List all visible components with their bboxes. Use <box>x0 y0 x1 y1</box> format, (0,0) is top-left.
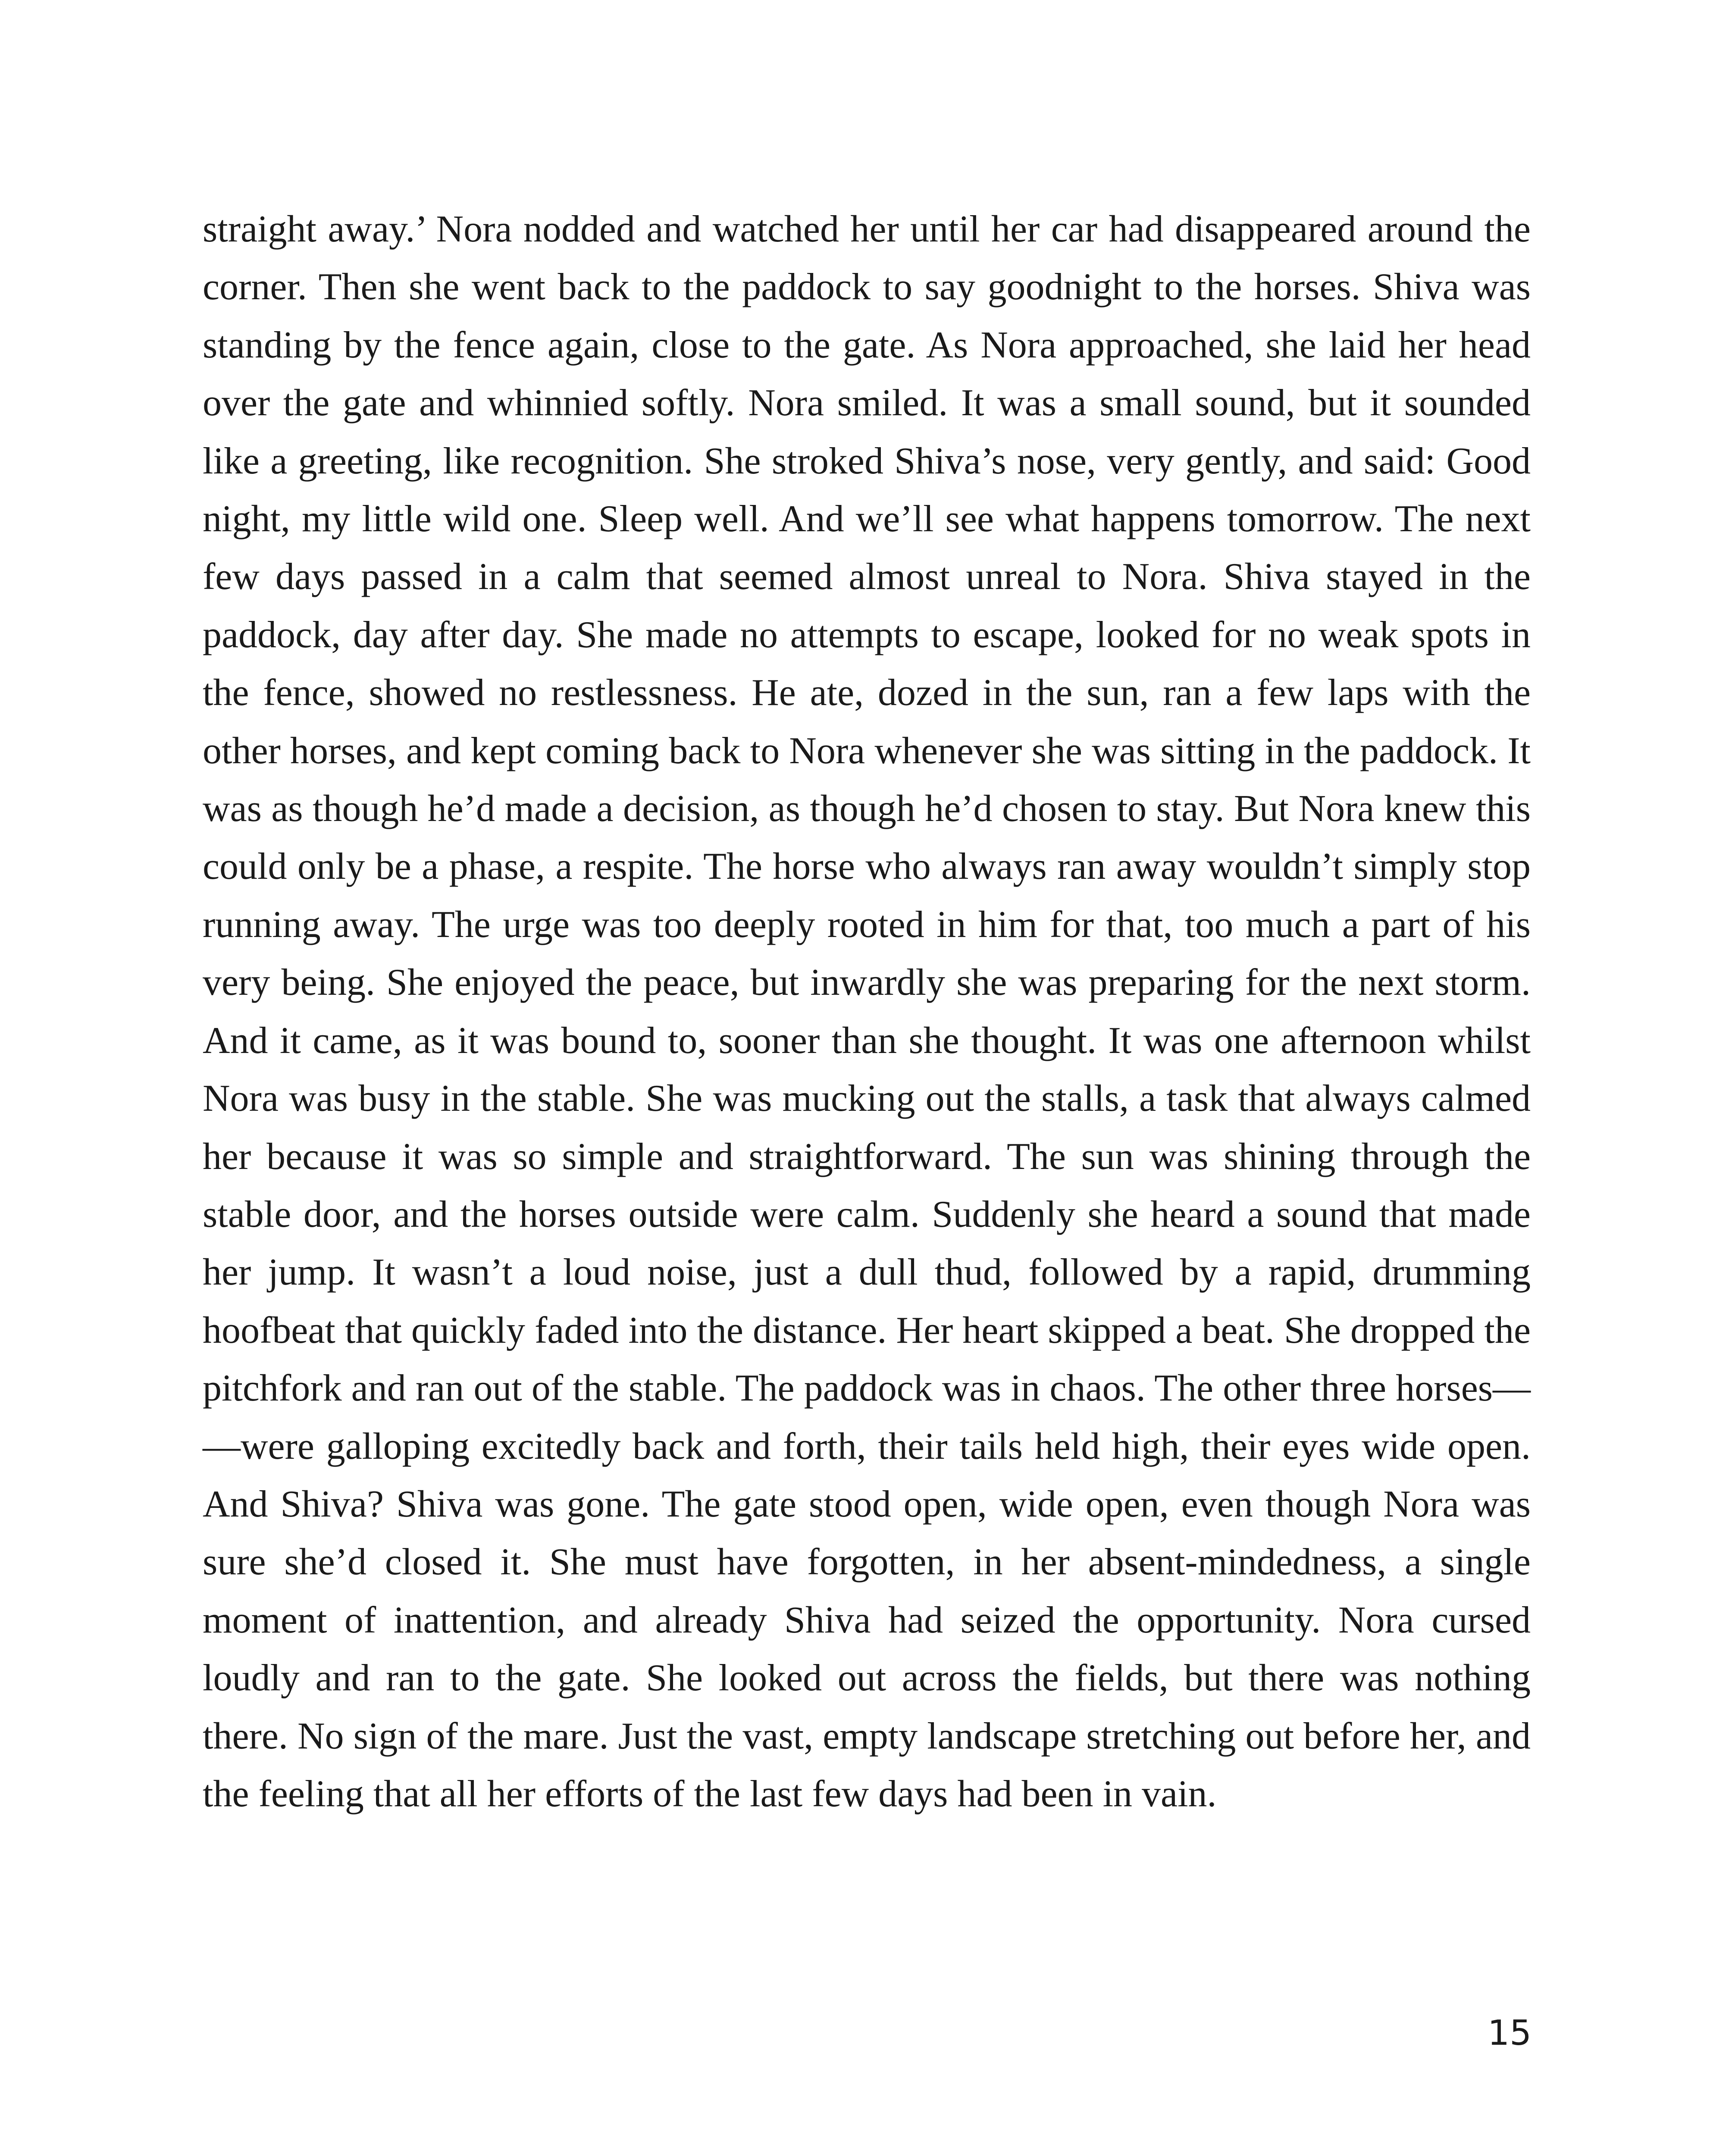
body-paragraph: straight away.’ Nora nodded and watched her until her car had disappeared around the corner. Then she went back to the paddock to say goodnight to the horses. Shiva was standing by the fence again, close to the gate. As Nora approached, she laid her head over the gate and whinnied softly. Nora smiled. It was a small sound, but it sounded like a greeting, like recognition. She stroked Shiva’s nose, very gently, and said: Good night, my little wild one. Sleep well. And we’ll see what happens tomorrow. The next few days passed in a calm that seemed almost unreal to Nora. Shiva stayed in the paddock, day after day. She made no attempts to escape, looked for no weak spots in the fence, showed no restlessness. He ate, dozed in the sun, ran a few laps with the other horses, and kept coming back to Nora whenever she was sitting in the paddock. It was as though he’d made a decision, as though he’d chosen to stay. But Nora knew this could only be a phase, a respite. The horse who always ran away wouldn’t simply stop running away. The urge was too deeply rooted in him for that, too much a part of his very being. She enjoyed the peace, but inwardly she was preparing for the next storm. And it came, as it was bound to, sooner than she thought. It was one afternoon whilst Nora was busy in the stable. She was mucking out the stalls, a task that always calmed her because it was so simple and straightforward. The sun was shining through the stable door, and the horses outside were calm. Suddenly she heard a sound that made her jump. It wasn’t a loud noise, just a dull thud, followed by a rapid, drumming hoofbeat that quickly faded into the distance. Her heart skipped a beat. She dropped the pitchfork and ran out of the stable. The paddock was in chaos. The other three horses— —were galloping excitedly back and forth, their tails held high, their eyes wide open. And Shiva? Shiva was gone. The gate stood open, wide open, even though Nora was sure she’d closed it. She must have forgotten, in her absent-mindedness, a single moment of inattention, and already Shiva had seized the opportunity. Nora cursed loudly and ran to the gate. She looked out across the fields, but there was nothing there. No sign of the mare. Just the vast, empty landscape stretching out before her, and the feeling that all her efforts of the last few days had been in vain. <box>203 208 1531 1815</box>
page-number: 15 <box>1488 2013 1532 2053</box>
